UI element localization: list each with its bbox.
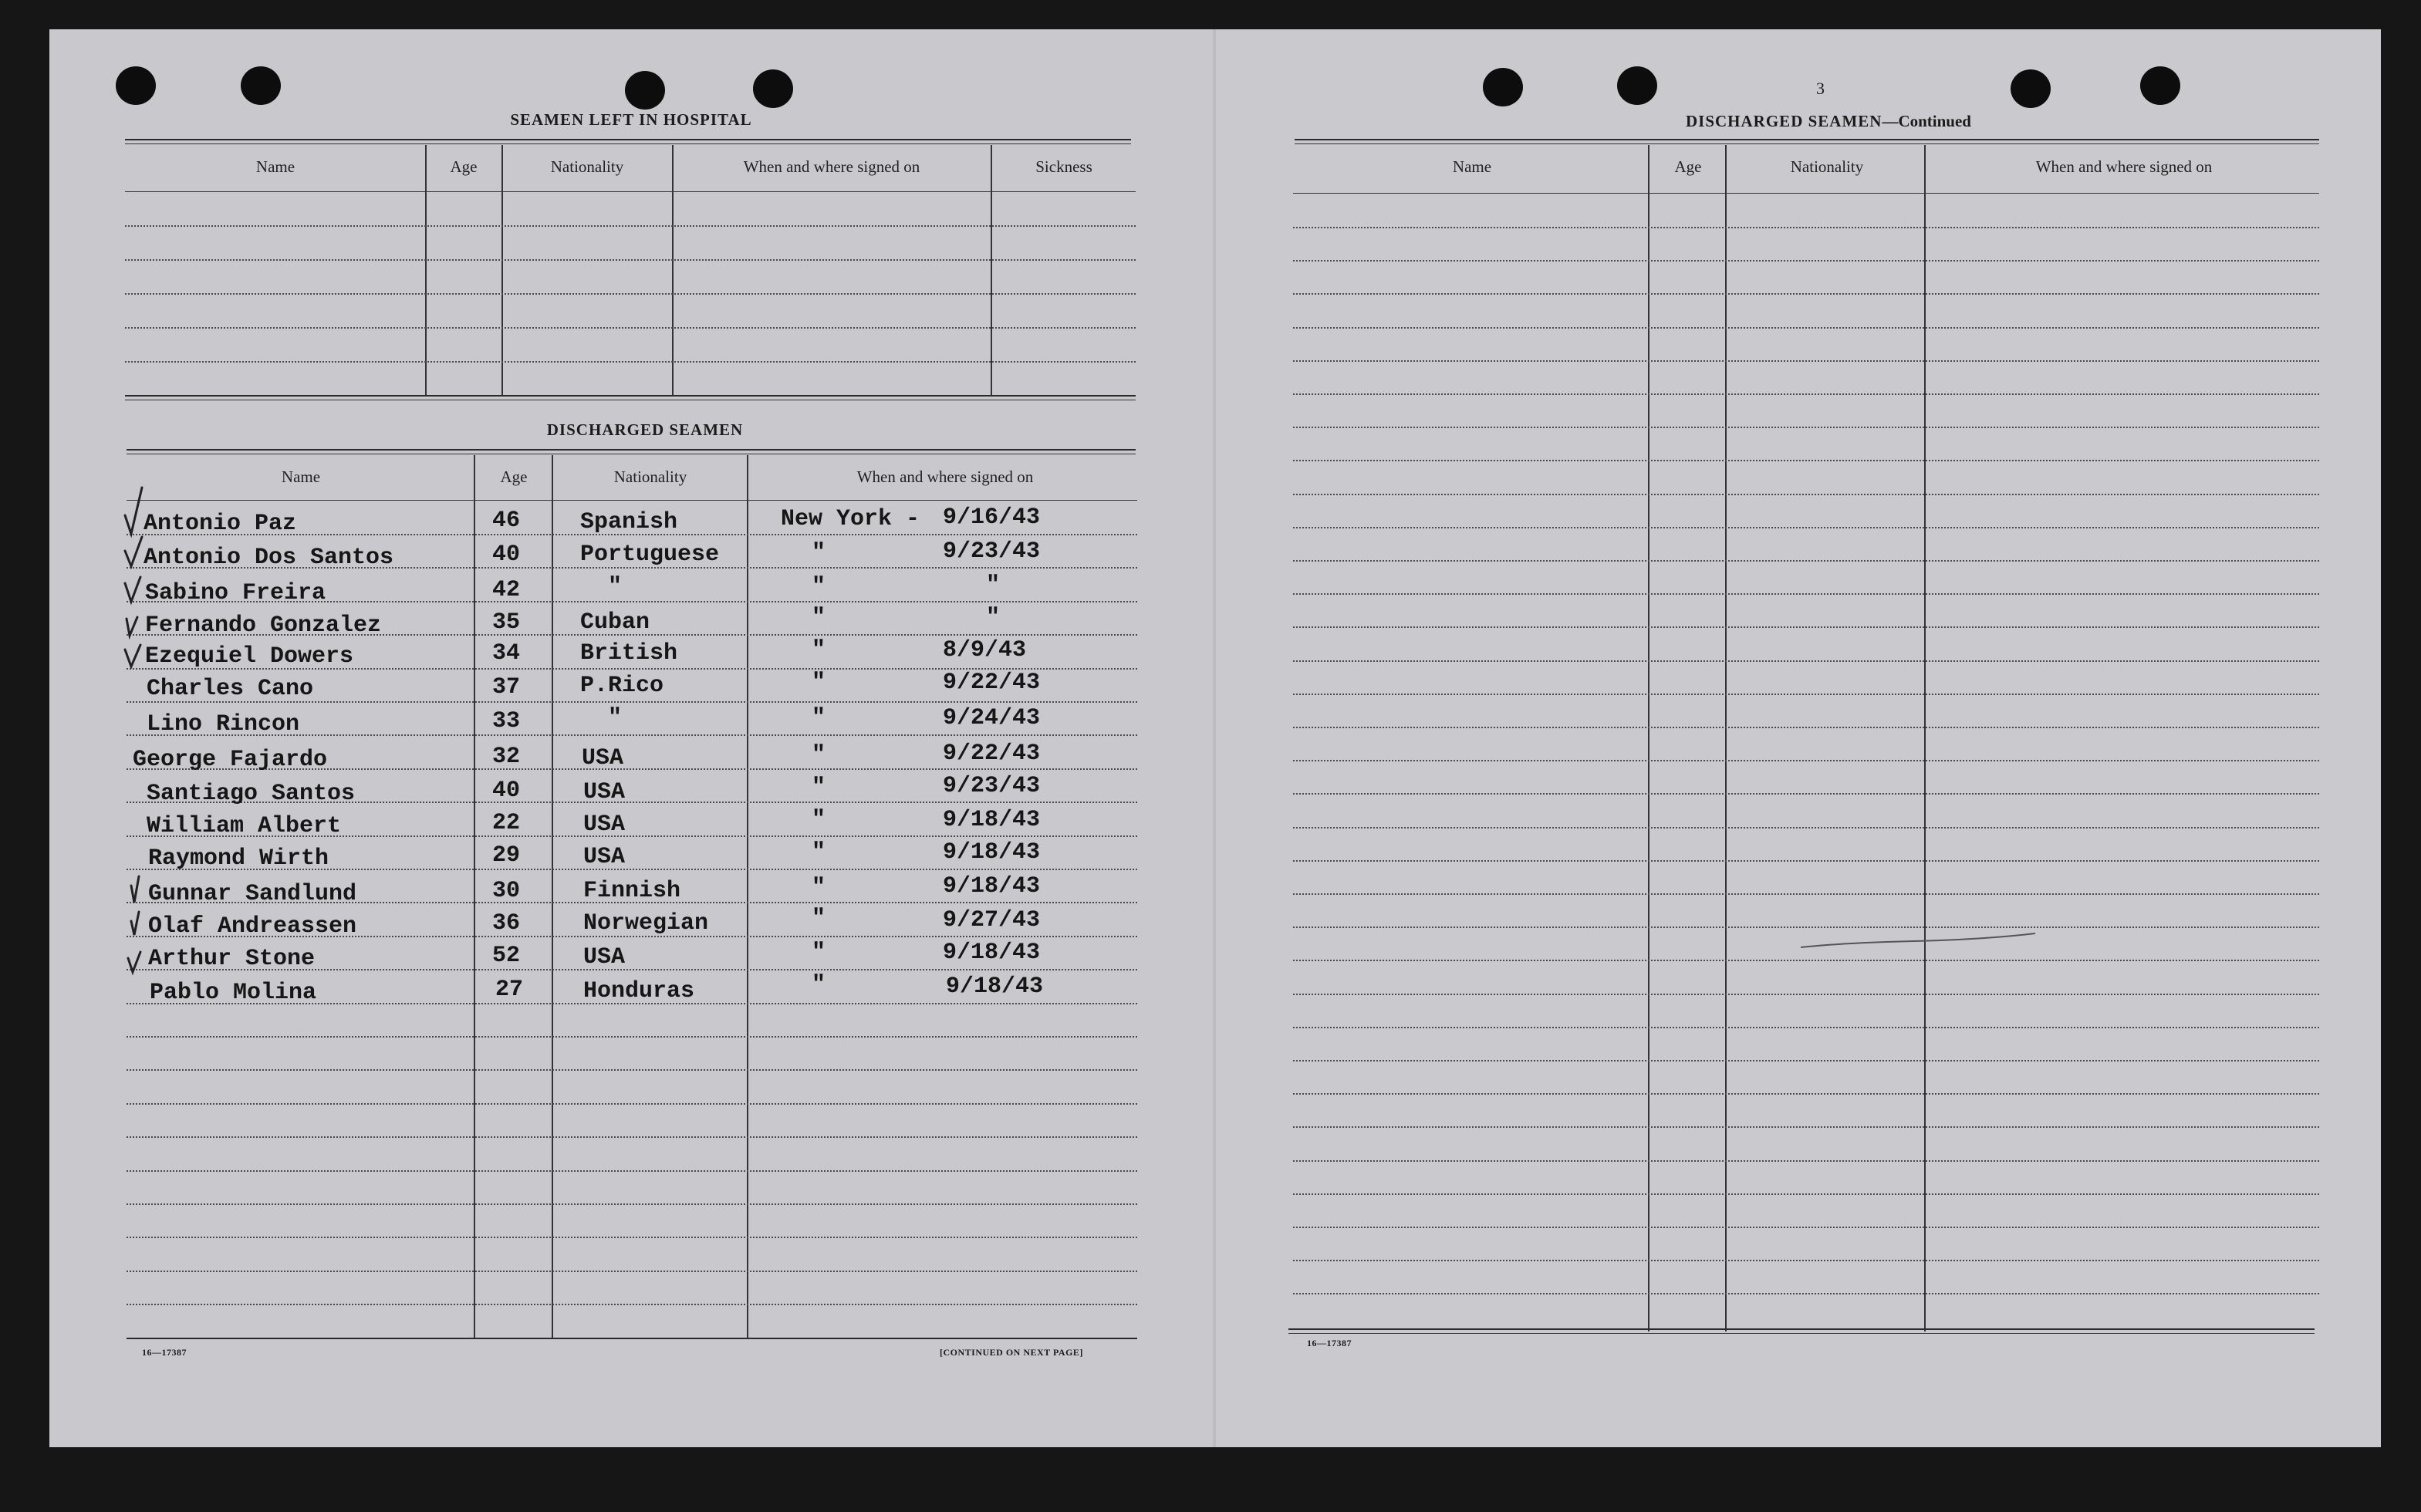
seaman-name: George Fajardo — [133, 747, 328, 773]
seaman-nationality: Portuguese — [580, 542, 720, 568]
seaman-name: Fernando Gonzalez — [145, 613, 382, 639]
signed-on-date: 9/24/43 — [943, 705, 1041, 731]
seaman-age: 35 — [492, 609, 521, 636]
signed-on-place: " — [812, 637, 826, 663]
seaman-nationality: Cuban — [580, 609, 650, 636]
check-marks — [116, 486, 154, 980]
hospital-header-nationality: Nationality — [550, 157, 624, 176]
ruled-row — [1293, 427, 2319, 428]
seaman-nationality: " — [608, 574, 623, 600]
ruled-row — [1293, 1260, 2319, 1261]
ruled-row — [127, 1304, 1137, 1305]
ruled-row — [127, 1271, 1137, 1272]
check-mark-icon — [125, 645, 140, 667]
ruled-row — [127, 1069, 1137, 1071]
signed-on-date: 9/23/43 — [943, 538, 1041, 565]
seaman-nationality: P.Rico — [580, 673, 664, 699]
ruled-row — [1293, 494, 2319, 495]
seaman-age: 40 — [492, 778, 521, 804]
signed-on-date: 8/9/43 — [943, 637, 1027, 663]
check-mark-icon — [131, 912, 139, 935]
signed-on-place: " — [812, 940, 826, 966]
signed-on-place: " — [812, 742, 826, 768]
column-divider — [552, 455, 553, 1338]
ruled-row — [1293, 827, 2319, 829]
seaman-name: Antonio Paz — [144, 511, 297, 537]
ruled-row — [1293, 793, 2319, 795]
seaman-name: Lino Rincon — [147, 711, 300, 737]
check-mark-icon — [131, 876, 139, 903]
ruled-row — [125, 259, 1136, 261]
seaman-name: Santiago Santos — [147, 781, 356, 807]
page-fold — [1213, 29, 1216, 1447]
ruled-row — [1293, 626, 2319, 628]
form-number: 16—17387 — [1307, 1338, 1352, 1348]
punch-hole — [1617, 66, 1657, 105]
column-divider — [1924, 145, 1926, 1331]
signed-on-date: 9/18/43 — [943, 839, 1041, 866]
ruled-row — [125, 293, 1136, 295]
form-number: 16—17387 — [142, 1347, 187, 1358]
rule — [125, 143, 1131, 144]
hospital-header-age: Age — [450, 157, 478, 176]
ruled-row — [1293, 893, 2319, 895]
seaman-nationality: USA — [583, 779, 626, 805]
ruled-row — [1293, 227, 2319, 228]
rule — [1295, 139, 2319, 140]
continued-header-signed-on: When and where signed on — [2035, 157, 2213, 176]
signed-on-place: " — [812, 839, 826, 866]
hospital-header-signed-on: When and where signed on — [743, 157, 920, 176]
ruled-row — [1293, 694, 2319, 695]
seaman-age: 37 — [492, 674, 521, 700]
check-mark-icon — [125, 537, 142, 566]
ruled-row — [1293, 1126, 2319, 1128]
discharged-header-name: Name — [281, 467, 321, 486]
signed-on-place: " — [812, 540, 826, 566]
seaman-age: 33 — [492, 708, 521, 734]
seaman-age: 34 — [492, 640, 521, 667]
seaman-name: Pablo Molina — [150, 980, 317, 1006]
signed-on-place: " — [812, 775, 826, 801]
ruled-row — [127, 1170, 1137, 1172]
page-number: 3 — [1816, 79, 1825, 98]
rule — [127, 1338, 1137, 1339]
ruled-row — [1293, 860, 2319, 862]
seaman-name: Gunnar Sandlund — [148, 881, 357, 907]
ruled-row — [1293, 760, 2319, 761]
signed-on-date: 9/18/43 — [946, 974, 1044, 1000]
signed-on-date: 9/16/43 — [943, 505, 1041, 531]
seaman-age: 36 — [492, 910, 521, 937]
seaman-nationality: USA — [583, 944, 626, 970]
pencil-stroke — [1798, 926, 2038, 957]
seaman-name: Ezequiel Dowers — [145, 643, 354, 670]
signed-on-date: 9/18/43 — [943, 873, 1041, 899]
ruled-row — [1293, 994, 2319, 995]
seaman-name: Olaf Andreassen — [148, 913, 357, 940]
punch-hole — [753, 69, 793, 108]
signed-on-date: 9/23/43 — [943, 773, 1041, 799]
check-mark-icon — [125, 577, 140, 602]
signed-on-date: 9/22/43 — [943, 741, 1041, 767]
signed-on-place: " — [812, 972, 826, 998]
ruled-row — [1293, 1060, 2319, 1061]
column-divider — [1725, 145, 1727, 1331]
ruled-row — [127, 1237, 1137, 1238]
signed-on-place: " — [812, 605, 826, 631]
seaman-nationality: Honduras — [583, 978, 695, 1004]
ruled-row — [1293, 660, 2319, 662]
rule — [125, 191, 1136, 192]
seaman-name: Arthur Stone — [148, 946, 316, 972]
ruled-row — [1293, 260, 2319, 262]
punch-hole — [116, 66, 156, 105]
ruled-row — [1293, 593, 2319, 595]
punch-hole — [2140, 66, 2180, 105]
rule — [127, 449, 1136, 451]
hospital-header-name: Name — [255, 157, 295, 176]
rule — [127, 500, 1137, 501]
seaman-nationality: USA — [583, 812, 626, 838]
check-mark-icon — [128, 952, 140, 972]
seaman-name: Antonio Dos Santos — [144, 545, 394, 571]
check-mark-icon — [127, 617, 137, 636]
ruled-row — [1293, 1193, 2319, 1195]
ruled-row — [1293, 1293, 2319, 1294]
signed-on-date: 9/27/43 — [943, 907, 1041, 933]
discharged-header-nationality: Nationality — [613, 467, 687, 486]
continued-section-title — [1620, 112, 2037, 131]
seaman-age: 30 — [492, 878, 521, 904]
discharged-header-signed-on: When and where signed on — [856, 467, 1034, 486]
signed-on-date: " — [986, 605, 1001, 631]
ruled-row — [1293, 560, 2319, 562]
signed-on-date: " — [986, 572, 1001, 599]
hospital-header-sickness: Sickness — [1035, 157, 1092, 176]
ruled-row — [1293, 1027, 2319, 1028]
signed-on-place: New York - — [781, 506, 920, 532]
ruled-row — [1293, 293, 2319, 295]
continued-header-nationality: Nationality — [1790, 157, 1864, 176]
column-divider — [425, 145, 427, 395]
seaman-age: 29 — [492, 842, 521, 869]
seaman-nationality: Finnish — [583, 878, 681, 904]
punch-hole — [241, 66, 281, 105]
seaman-name: Sabino Freira — [145, 580, 326, 606]
ruled-row — [1293, 460, 2319, 461]
seaman-nationality: USA — [582, 745, 624, 771]
continued-header-age: Age — [1674, 157, 1702, 176]
rule — [1295, 143, 2319, 144]
signed-on-place: " — [812, 574, 826, 600]
ruled-row — [1293, 527, 2319, 528]
rule — [125, 395, 1136, 397]
continued-note: [CONTINUED ON NEXT PAGE] — [940, 1347, 1083, 1358]
ruled-row — [127, 1103, 1137, 1105]
ruled-row — [1293, 1227, 2319, 1228]
signed-on-date: 9/18/43 — [943, 940, 1041, 966]
signed-on-date: 9/22/43 — [943, 670, 1041, 696]
seaman-age: 52 — [492, 943, 521, 969]
right-page — [1214, 29, 2381, 1447]
ruled-row — [125, 361, 1136, 363]
ruled-row — [125, 327, 1136, 329]
column-divider — [474, 455, 475, 1338]
rule — [1288, 1328, 2315, 1330]
column-divider — [747, 455, 748, 1338]
column-divider — [1648, 145, 1649, 1331]
ruled-row — [1293, 960, 2319, 961]
ruled-row — [1293, 727, 2319, 728]
seaman-age: 46 — [492, 508, 521, 534]
seaman-age: 40 — [492, 542, 521, 568]
punch-hole — [625, 71, 665, 110]
signed-on-date: 9/18/43 — [943, 807, 1041, 833]
ruled-row — [1293, 360, 2319, 362]
title-main: DISCHARGED SEAMEN — [1686, 112, 1882, 130]
punch-hole — [1483, 68, 1523, 106]
rule — [125, 139, 1131, 140]
column-divider — [672, 145, 674, 395]
ruled-row — [125, 225, 1136, 227]
seaman-nationality: Spanish — [580, 509, 678, 535]
ruled-row — [1293, 1160, 2319, 1162]
punch-hole — [2011, 69, 2051, 108]
signed-on-place: " — [812, 705, 826, 731]
seaman-age: 42 — [492, 577, 521, 603]
discharged-header-age: Age — [500, 467, 528, 486]
signed-on-place: " — [812, 906, 826, 932]
ruled-row — [127, 1203, 1137, 1205]
rule — [1288, 1333, 2315, 1334]
seaman-name: Charles Cano — [147, 676, 314, 702]
ruled-row — [1293, 393, 2319, 395]
signed-on-place: " — [812, 670, 826, 696]
rule — [1293, 193, 2319, 194]
seaman-name: William Albert — [147, 813, 342, 839]
column-divider — [991, 145, 992, 395]
title-suffix: —Continued — [1882, 112, 1971, 130]
ruled-row — [127, 1136, 1137, 1138]
continued-header-name: Name — [1452, 157, 1492, 176]
check-mark-icon — [125, 488, 142, 534]
signed-on-place: " — [812, 875, 826, 901]
seaman-age: 27 — [495, 977, 524, 1003]
ruled-row — [127, 1036, 1137, 1038]
signed-on-place: " — [812, 807, 826, 833]
seaman-nationality: " — [608, 705, 623, 731]
seaman-age: 32 — [492, 744, 521, 770]
seaman-nationality: USA — [583, 844, 626, 870]
seaman-nationality: British — [580, 640, 678, 667]
discharged-section-title: DISCHARGED SEAMEN — [546, 420, 744, 439]
left-page — [49, 29, 1214, 1447]
ruled-row — [1293, 327, 2319, 329]
hospital-section-title: SEAMEN LEFT IN HOSPITAL — [510, 110, 752, 129]
seaman-age: 22 — [492, 810, 521, 836]
seaman-name: Raymond Wirth — [148, 845, 329, 872]
seaman-nationality: Norwegian — [583, 910, 709, 937]
column-divider — [501, 145, 503, 395]
ruled-row — [1293, 1093, 2319, 1095]
